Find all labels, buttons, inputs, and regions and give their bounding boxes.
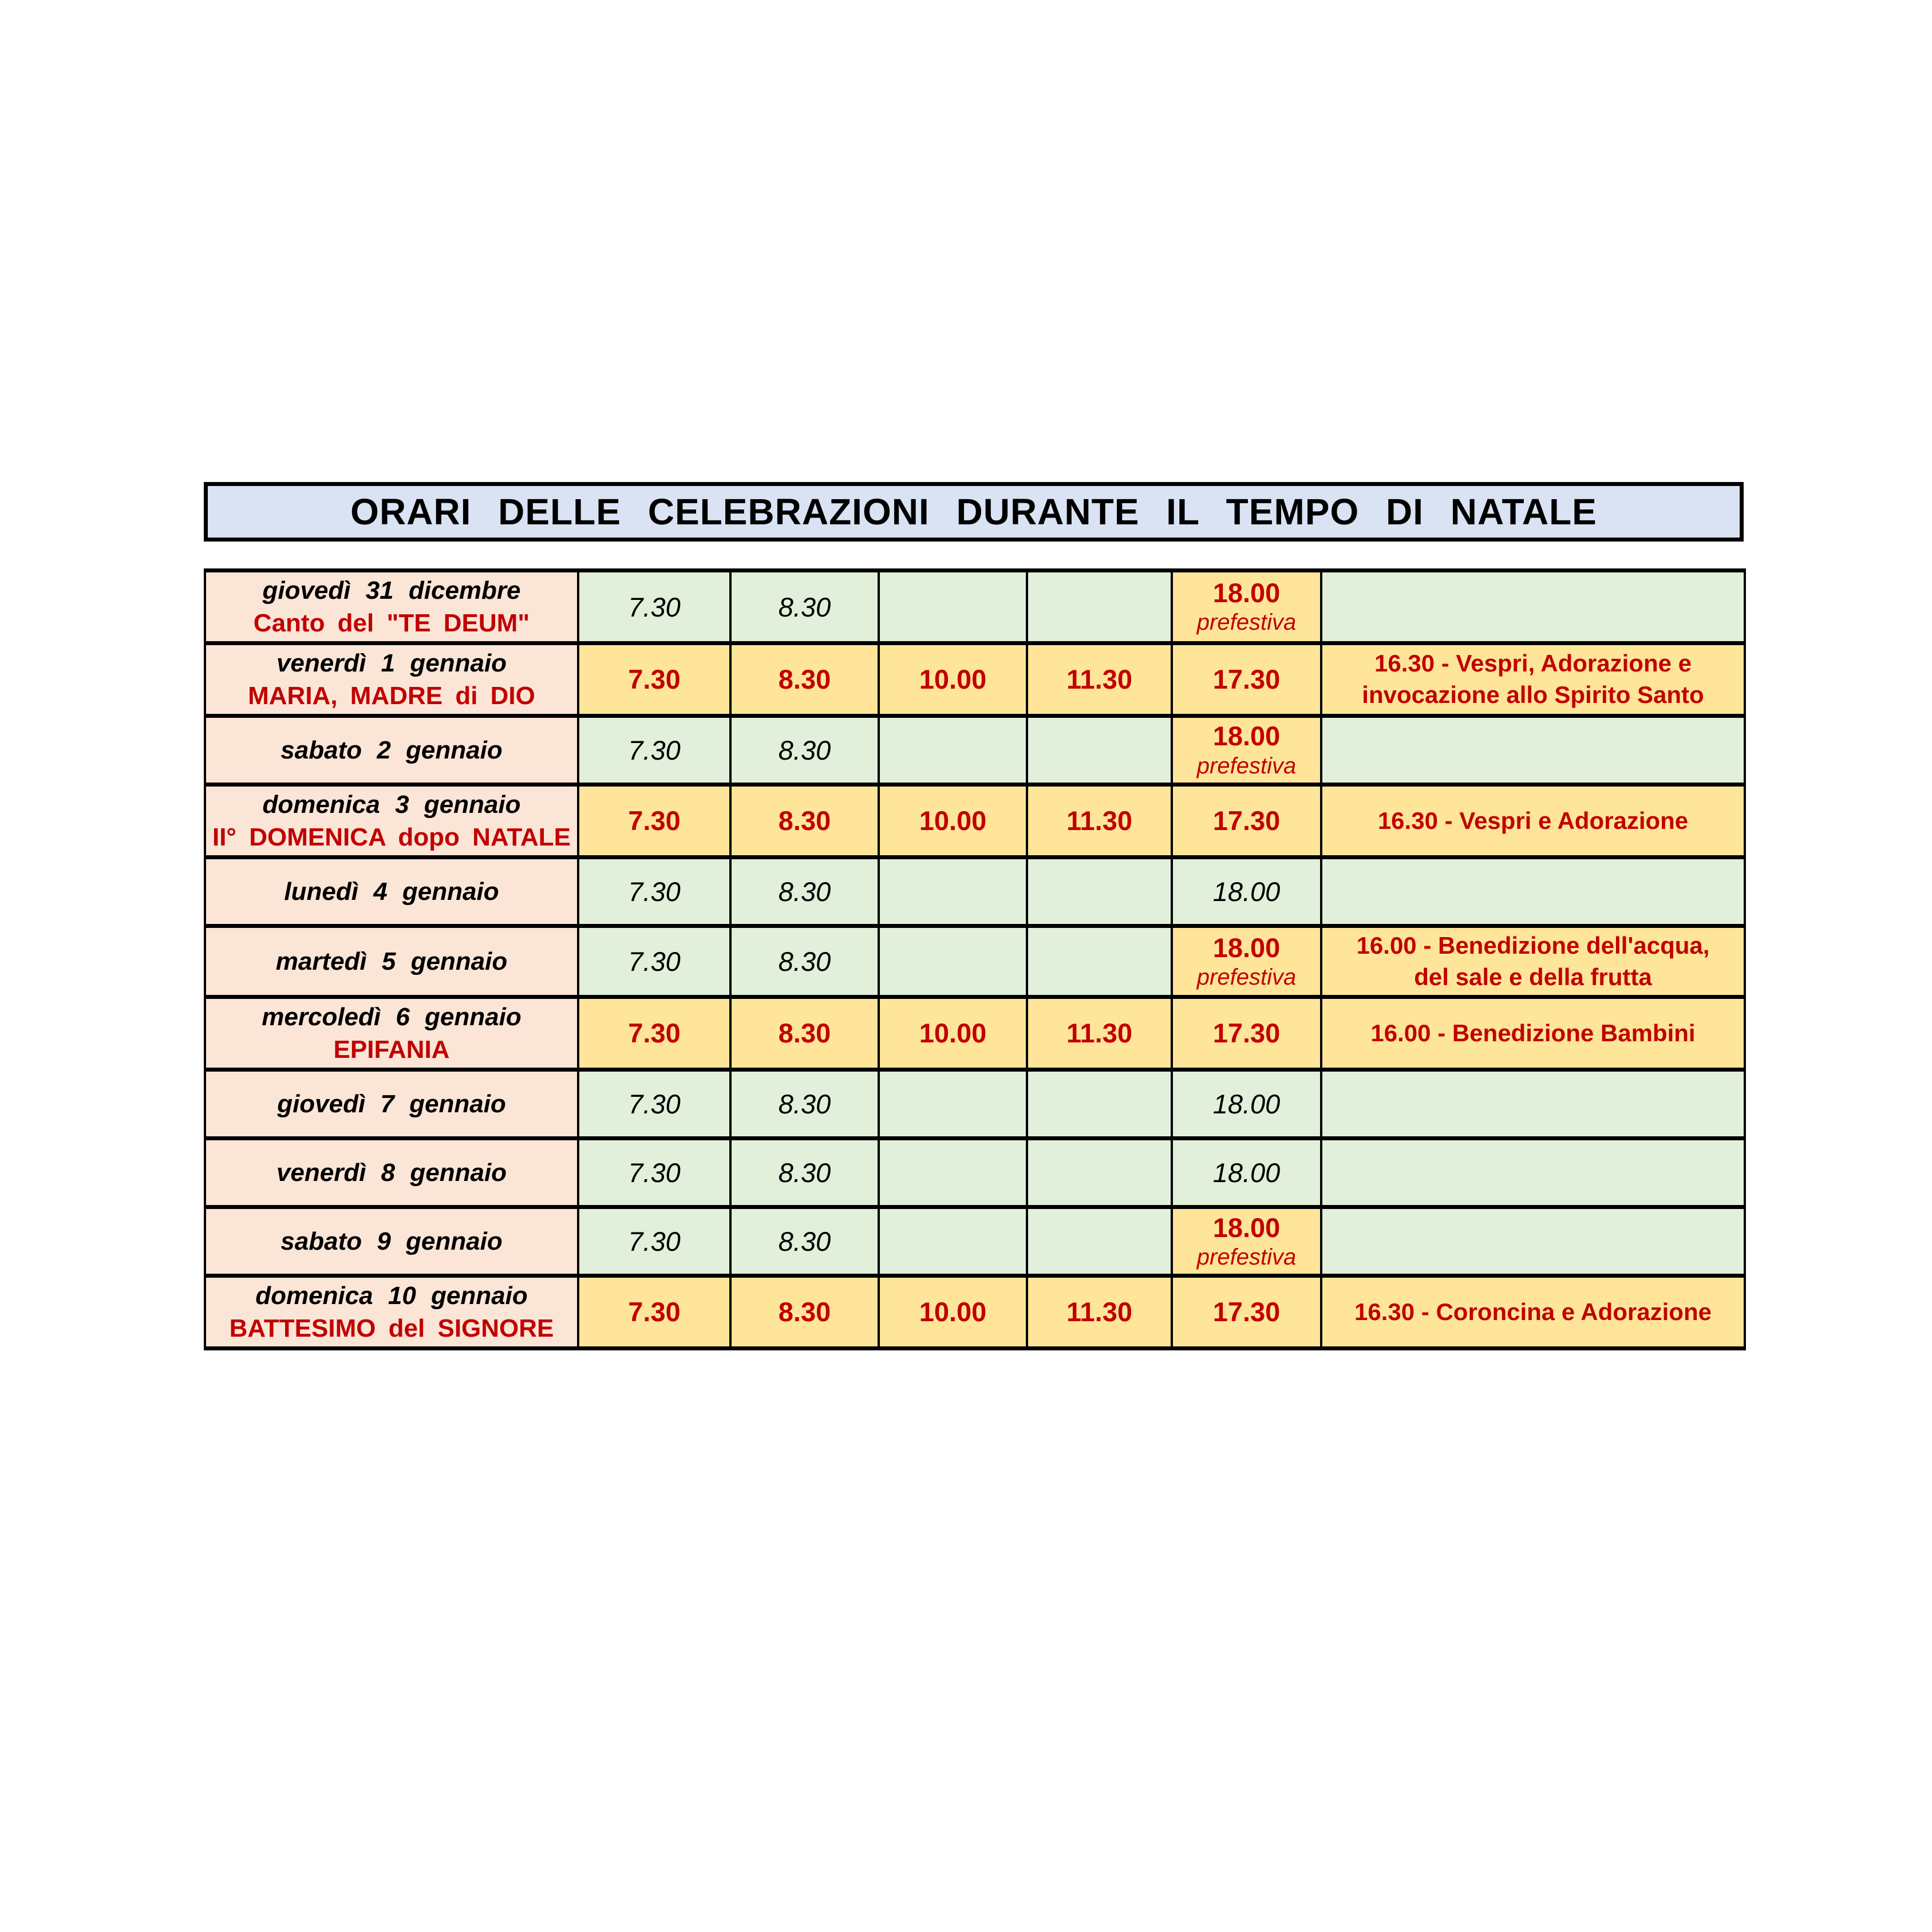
time-value: 17.30: [1212, 805, 1281, 836]
note-text: 16.30 - Coroncina e Adorazione: [1354, 1298, 1712, 1325]
mass-time-cell: [730, 785, 879, 858]
note-text: 16.00 - Benedizione dell'acqua, del sale e della frutta: [1356, 932, 1710, 990]
table-row: [205, 1207, 1745, 1276]
note-cell: [1321, 785, 1745, 858]
note-cell-empty: [1321, 1139, 1745, 1207]
time-value: 7.30: [628, 1297, 681, 1327]
mass-time-cell: [1027, 997, 1172, 1070]
note-cell-empty: [1321, 716, 1745, 785]
day-name: venerdì 1 gennaio: [276, 649, 507, 677]
note-cell-empty: [1321, 1070, 1745, 1139]
day-cell: [205, 571, 578, 643]
mass-time-cell: [578, 1276, 730, 1349]
evening-mass-cell: [1172, 1139, 1321, 1207]
time-value: 7.30: [628, 805, 681, 836]
time-value: 18.00: [1212, 932, 1281, 963]
time-value: 8.30: [778, 1018, 831, 1049]
time-value: 18.00: [1212, 1157, 1281, 1188]
mass-time-cell: [730, 858, 879, 926]
day-cell: [205, 926, 578, 997]
time-value: 7.30: [628, 735, 681, 765]
time-value: 10.00: [919, 1297, 987, 1327]
day-name: domenica 3 gennaio: [262, 791, 521, 819]
mass-time-cell: [730, 997, 879, 1070]
time-value: 18.00: [1212, 1089, 1281, 1120]
note-cell-empty: [1321, 1207, 1745, 1276]
note-text: 16.30 - Vespri e Adorazione: [1377, 807, 1689, 834]
table-row: [205, 785, 1745, 858]
mass-time-cell: [578, 997, 730, 1070]
mass-time-cell: [730, 643, 879, 716]
time-value: 10.00: [919, 663, 987, 694]
day-cell: [205, 785, 578, 858]
mass-time-cell: [578, 858, 730, 926]
mass-time-cell-empty: [879, 1070, 1027, 1139]
mass-time-cell: [578, 926, 730, 997]
note-cell: [1321, 997, 1745, 1070]
table-row: [205, 1070, 1745, 1139]
time-value: 8.30: [778, 591, 831, 622]
mass-time-cell: [578, 1139, 730, 1207]
mass-time-cell: [1027, 1276, 1172, 1349]
table-row: [205, 1139, 1745, 1207]
time-value: 8.30: [778, 946, 831, 977]
table-row: [205, 643, 1745, 716]
mass-time-cell: [578, 785, 730, 858]
table-row: [205, 1276, 1745, 1349]
time-value: 10.00: [919, 805, 987, 836]
time-value: 11.30: [1066, 663, 1133, 694]
mass-time-cell: [578, 716, 730, 785]
title-banner: [204, 482, 1744, 542]
time-value: 7.30: [628, 1089, 681, 1120]
prefestiva-label: prefestiva: [1196, 610, 1297, 635]
mass-time-cell-empty: [879, 716, 1027, 785]
note-cell: [1321, 926, 1745, 997]
time-value: 8.30: [778, 1297, 831, 1327]
mass-time-cell-empty: [1027, 858, 1172, 926]
day-name: sabato 9 gennaio: [280, 1227, 503, 1256]
time-value: 11.30: [1066, 805, 1133, 836]
mass-time-cell-empty: [1027, 1139, 1172, 1207]
mass-time-cell-empty: [1027, 571, 1172, 643]
mass-time-cell: [1027, 643, 1172, 716]
day-name: martedì 5 gennaio: [275, 947, 508, 976]
mass-time-cell-empty: [1027, 1207, 1172, 1276]
evening-mass-cell: [1172, 1276, 1321, 1349]
day-cell: [205, 716, 578, 785]
day-name: lunedì 4 gennaio: [284, 878, 499, 906]
evening-mass-cell: [1172, 997, 1321, 1070]
time-value: 18.00: [1212, 577, 1281, 608]
prefestiva-label: prefestiva: [1196, 753, 1297, 779]
time-value: 8.30: [778, 1157, 831, 1188]
day-cell: [205, 1276, 578, 1349]
time-value: 17.30: [1212, 663, 1281, 694]
mass-time-cell: [879, 997, 1027, 1070]
prefestiva-label: prefestiva: [1196, 1244, 1297, 1270]
time-value: 11.30: [1066, 1297, 1133, 1327]
day-name: giovedì 31 dicembre: [262, 576, 521, 605]
day-cell: [205, 1139, 578, 1207]
note-cell-empty: [1321, 571, 1745, 643]
evening-mass-cell: [1172, 785, 1321, 858]
time-value: 18.00: [1212, 1212, 1281, 1243]
day-name: venerdì 8 gennaio: [276, 1159, 507, 1187]
table-row: [205, 926, 1745, 997]
day-name: domenica 10 gennaio: [255, 1282, 528, 1310]
mass-time-cell: [879, 1276, 1027, 1349]
time-value: 7.30: [628, 876, 681, 907]
table-row: [205, 997, 1745, 1070]
note-cell-empty: [1321, 858, 1745, 926]
day-cell: [205, 858, 578, 926]
note-text: 16.30 - Vespri, Adorazione e invocazione allo Spirito Santo: [1362, 650, 1704, 708]
mass-time-cell: [730, 1207, 879, 1276]
time-value: 17.30: [1212, 1297, 1281, 1327]
time-value: 8.30: [778, 1089, 831, 1120]
time-value: 7.30: [628, 1018, 681, 1049]
mass-time-cell: [879, 785, 1027, 858]
mass-time-cell-empty: [879, 1139, 1027, 1207]
time-value: 7.30: [628, 591, 681, 622]
day-label: EPIFANIA: [333, 1036, 450, 1064]
time-value: 17.30: [1212, 1018, 1281, 1049]
day-cell: [205, 1070, 578, 1139]
day-label: MARIA, MADRE di DIO: [248, 682, 535, 710]
time-value: 11.30: [1066, 1018, 1133, 1049]
page-title: ORARI DELLE CELEBRAZIONI DURANTE IL TEMPO DI NATALE: [350, 491, 1597, 532]
evening-mass-cell: [1172, 926, 1321, 997]
mass-time-cell: [578, 1207, 730, 1276]
mass-time-cell: [578, 1070, 730, 1139]
time-value: 18.00: [1212, 876, 1281, 907]
mass-time-cell: [578, 643, 730, 716]
time-value: 18.00: [1212, 721, 1281, 752]
day-name: giovedì 7 gennaio: [277, 1090, 506, 1119]
mass-time-cell: [730, 926, 879, 997]
time-value: 7.30: [628, 1157, 681, 1188]
mass-time-cell: [730, 716, 879, 785]
time-value: 7.30: [628, 946, 681, 977]
mass-time-cell: [730, 1276, 879, 1349]
note-text: 16.00 - Benedizione Bambini: [1370, 1019, 1696, 1046]
day-cell: [205, 1207, 578, 1276]
mass-time-cell: [730, 1139, 879, 1207]
mass-time-cell-empty: [1027, 716, 1172, 785]
table-row: [205, 716, 1745, 785]
mass-time-cell-empty: [879, 858, 1027, 926]
day-label: Canto del "TE DEUM": [253, 609, 530, 637]
day-label: II° DOMENICA dopo NATALE: [212, 823, 571, 851]
mass-time-cell: [578, 571, 730, 643]
mass-time-cell: [879, 643, 1027, 716]
mass-time-cell-empty: [1027, 926, 1172, 997]
evening-mass-cell: [1172, 643, 1321, 716]
evening-mass-cell: [1172, 716, 1321, 785]
schedule-table: [204, 568, 1746, 1350]
evening-mass-cell: [1172, 1070, 1321, 1139]
evening-mass-cell: [1172, 1207, 1321, 1276]
time-value: 7.30: [628, 1226, 681, 1257]
time-value: 10.00: [919, 1018, 987, 1049]
day-name: sabato 2 gennaio: [280, 736, 503, 764]
table-row: [205, 571, 1745, 643]
evening-mass-cell: [1172, 571, 1321, 643]
prefestiva-label: prefestiva: [1196, 964, 1297, 990]
day-cell: [205, 997, 578, 1070]
time-value: 8.30: [778, 735, 831, 765]
table-row: [205, 858, 1745, 926]
day-cell: [205, 643, 578, 716]
mass-time-cell-empty: [879, 926, 1027, 997]
time-value: 8.30: [778, 876, 831, 907]
time-value: 8.30: [778, 663, 831, 694]
mass-time-cell: [730, 1070, 879, 1139]
day-label: BATTESIMO del SIGNORE: [229, 1314, 554, 1343]
mass-time-cell: [1027, 785, 1172, 858]
mass-time-cell-empty: [879, 1207, 1027, 1276]
day-name: mercoledì 6 gennaio: [262, 1003, 521, 1032]
time-value: 8.30: [778, 1226, 831, 1257]
note-cell: [1321, 1276, 1745, 1349]
evening-mass-cell: [1172, 858, 1321, 926]
mass-time-cell-empty: [879, 571, 1027, 643]
mass-time-cell-empty: [1027, 1070, 1172, 1139]
time-value: 7.30: [628, 663, 681, 694]
mass-time-cell: [730, 571, 879, 643]
time-value: 8.30: [778, 805, 831, 836]
note-cell: [1321, 643, 1745, 716]
